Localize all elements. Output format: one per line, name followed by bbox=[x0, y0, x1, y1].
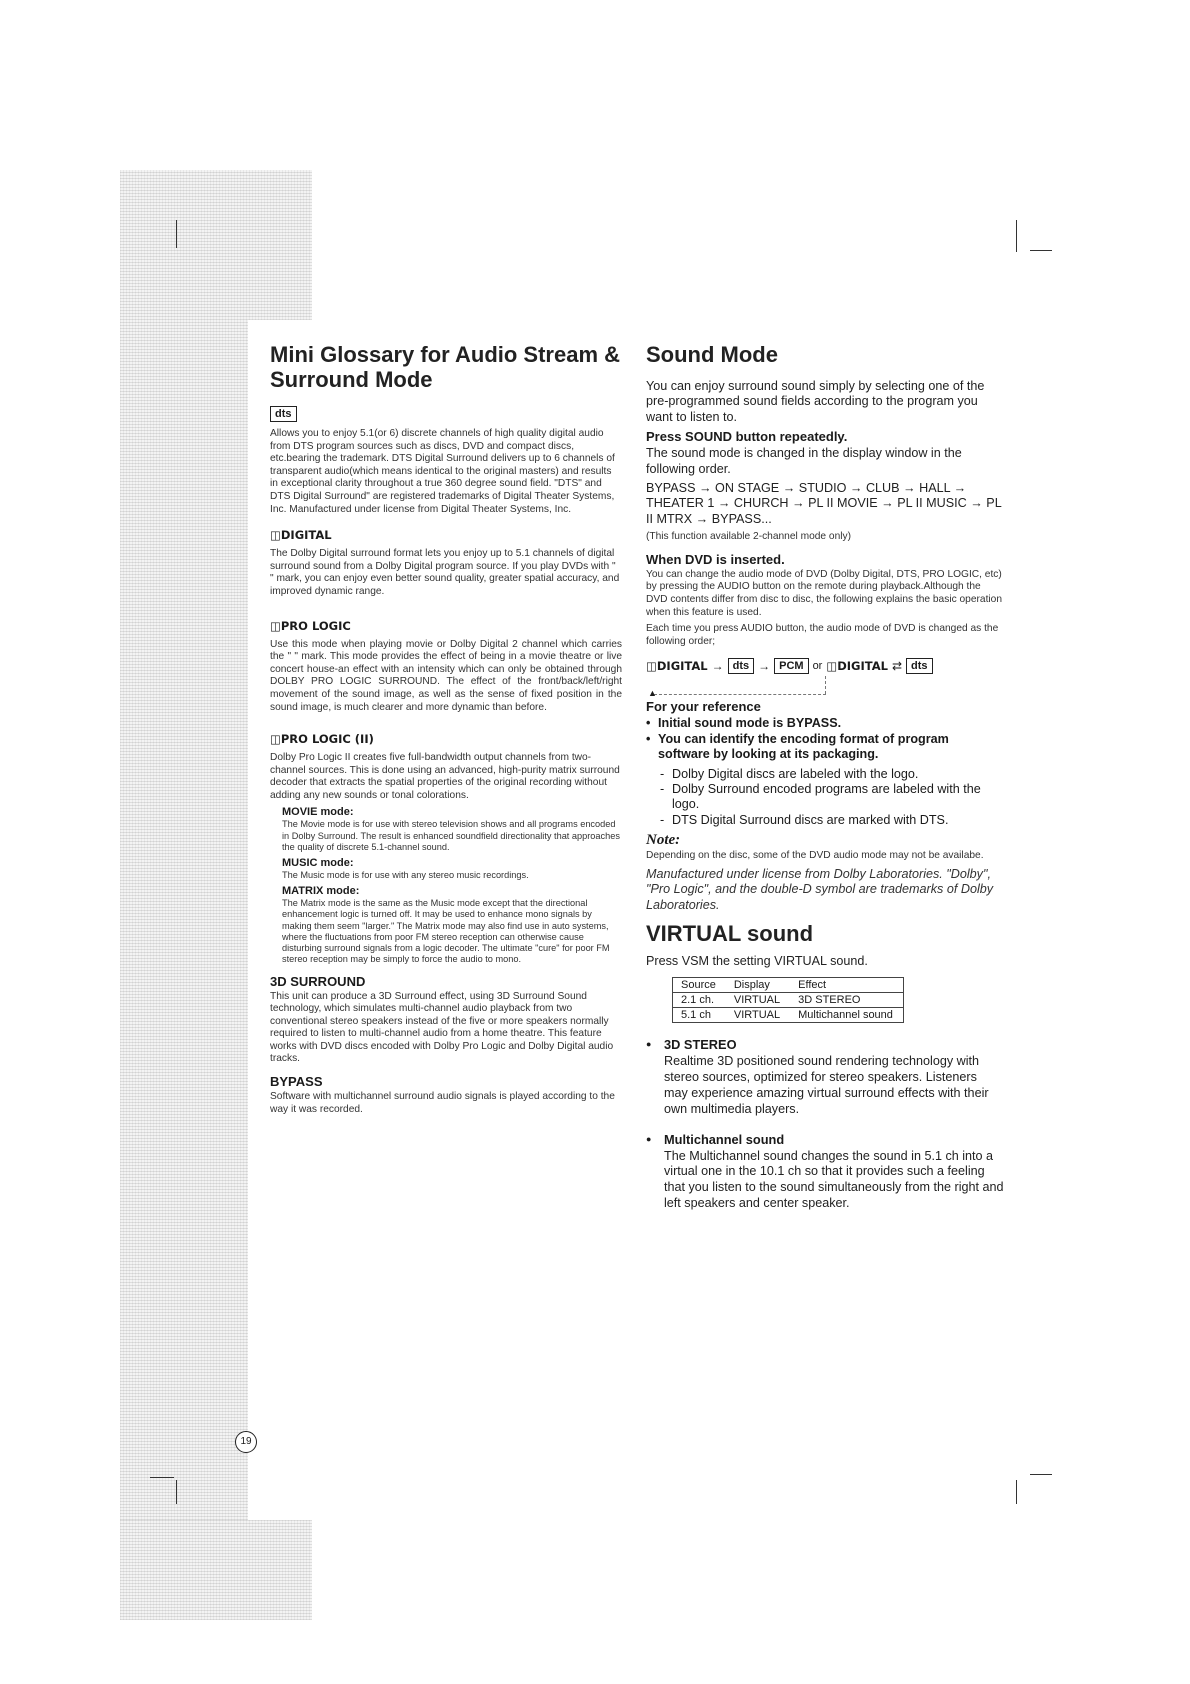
order-intro: The sound mode is changed in the display window in the following order. bbox=[646, 446, 962, 476]
arrow-right-icon: → bbox=[711, 659, 724, 674]
bidirectional-arrow-icon: ⇄ bbox=[891, 659, 903, 674]
dvd-each-press: Each time you press AUDIO button, the audio mode of DVD is changed as the following order; bbox=[646, 623, 999, 647]
stereo-3d-title: ● 3D STEREO bbox=[646, 1037, 1004, 1052]
registration-mark bbox=[1016, 220, 1017, 252]
virtual-sound-body: Press VSM the setting VIRTUAL sound. bbox=[646, 954, 868, 969]
decorative-stripe-top bbox=[120, 170, 312, 320]
table-cell: 3D STEREO bbox=[790, 993, 903, 1008]
dts-logo: dts bbox=[270, 406, 297, 422]
virtual-sound-table bbox=[672, 977, 904, 1023]
pro-logic-2-label: ◫PRO LOGIC (II) bbox=[270, 732, 374, 747]
music-mode-body: The Music mode is for use with any stereo music recordings. bbox=[282, 870, 529, 881]
registration-mark bbox=[150, 1477, 174, 1478]
dolby-dd-icon: ◫ bbox=[826, 659, 838, 674]
list-item: • Initial sound mode is BYPASS. bbox=[646, 716, 1004, 731]
page-number: 19 bbox=[235, 1431, 257, 1453]
table-cell: VIRTUAL bbox=[726, 1008, 790, 1023]
sequence-loop-line bbox=[654, 676, 826, 695]
pro-logic-body: Use this mode when playing movie or Dolby Digital 2 channel which carries the " " mark. This mode provides the effect of being in a movie theatre or live concert house-an effect with an intensity which can only be obtained through DOLBY PRO LOGIC SURROUND. The effect of the front/back/left/right movement of the sound image, as well as the sense of fixed position in the sound image, is much clearer and more dynamic than before. bbox=[270, 638, 622, 713]
note-title: Note: bbox=[646, 832, 681, 849]
table-cell: 5.1 ch bbox=[673, 1008, 726, 1023]
decorative-stripe-side bbox=[120, 320, 248, 1520]
sound-mode-title: Sound Mode bbox=[646, 342, 778, 367]
dts-body: Allows you to enjoy 5.1(or 6) discrete channels of high quality digital audio from DTS program sources such as discs, DVD and compact discs, etc.bearing the trademark. DTS Digital Surround delivers up to 6 channels of transparent audio(which means identical to the original masters) and results in exceptional clarity throughout a true 360 degree sound field. "DTS" and DTS Digital Surround" are registered trademarks of Digital Theater Systems, Inc. Manufactured under license from Digital Theater Systems, Inc. bbox=[270, 428, 615, 515]
table-header-cell: Display bbox=[726, 978, 790, 993]
dvd-inserted-body: You can change the audio mode of DVD (Dolby Digital, DTS, PRO LOGIC, etc) by pressing the AUDIO button on the remote during playback.Although the DVD contents differ from disc to disc, the following explains the basic operation when this feature is used. bbox=[646, 568, 1002, 618]
table-cell: VIRTUAL bbox=[726, 993, 790, 1008]
sound-mode-intro: You can enjoy surround sound simply by selecting one of the pre-programmed sound fields according to the program you want to listen to. bbox=[646, 379, 985, 424]
list-item: - Dolby Digital discs are labeled with the logo. bbox=[646, 767, 1004, 782]
or-word: or bbox=[812, 660, 823, 673]
audio-mode-sequence bbox=[646, 658, 1004, 674]
note-body: Depending on the disc, some of the DVD audio mode may not be availabe. bbox=[646, 850, 984, 862]
matrix-mode-title: MATRIX mode: bbox=[282, 885, 360, 898]
table-cell: Multichannel sound bbox=[790, 1008, 903, 1023]
dolby-digital-label: ◫DIGITAL bbox=[270, 528, 332, 543]
bypass-title: BYPASS bbox=[270, 1074, 323, 1090]
order-sequence: BYPASS → ON STAGE → STUDIO → CLUB → HALL → THEATER 1 → CHURCH → PL II MOVIE → PL II MUSIC → PL II MTRX → BYPASS... bbox=[646, 481, 1002, 526]
registration-mark bbox=[176, 1480, 177, 1504]
registration-mark bbox=[1030, 1474, 1052, 1475]
dolby-dd-icon: ◫ bbox=[270, 528, 281, 543]
surround-3d-body: This unit can produce a 3D Surround effect, using 3D Surround Sound technology, which simulates multi-channel audio playback from two conventional stereo speakers instead of the five or more speakers normally required to listen to multi-channel audio from a home theatre. This feature works with DVD discs encoded with Dolby Pro Logic and Dolby Digital audio tracks. bbox=[270, 990, 614, 1065]
bypass-body: Software with multichannel surround audio signals is played according to the way it was recorded. bbox=[270, 1091, 615, 1115]
dolby-dd-icon: ◫ bbox=[646, 659, 657, 674]
surround-3d-title: 3D SURROUND bbox=[270, 973, 366, 989]
pro-logic-label: ◫PRO LOGIC bbox=[270, 618, 351, 633]
reference-title: For your reference bbox=[646, 699, 761, 715]
table-row bbox=[673, 993, 904, 1008]
sound-mode-column bbox=[646, 342, 1004, 1216]
table-header-cell: Effect bbox=[790, 978, 903, 993]
dvd-inserted-title: When DVD is inserted. bbox=[646, 551, 785, 567]
dolby-dd-icon: ◫ bbox=[270, 732, 281, 747]
list-item: - Dolby Surround encoded programs are labeled with the logo. bbox=[646, 782, 1004, 813]
dolby-digital-mark: ◫DIGITAL bbox=[826, 659, 888, 674]
virtual-sound-title: VIRTUAL sound bbox=[646, 921, 814, 947]
glossary-column bbox=[270, 342, 622, 1120]
license-text: Manufactured under license from Dolby Laboratories. "Dolby", "Pro Logic", and the double-D symbol are trademarks of Dolby Laboratories. bbox=[646, 866, 994, 912]
dolby-digital-body: The Dolby Digital surround format lets you enjoy up to 5.1 channels of digital surround sound from a Dolby Digital program source. If you play DVDs with " " mark, you can enjoy even better sound quality, greater spatial accuracy, and improved dynamic range. bbox=[270, 548, 620, 597]
dolby-digital-mark: ◫DIGITAL bbox=[646, 659, 708, 674]
table-row bbox=[673, 1008, 904, 1023]
matrix-mode-body: The Matrix mode is the same as the Music mode except that the directional enhancement logic is turned off. It may be used to enhance mono signals by making them seem "larger." The Matrix mode may also find use in auto systems, where the fluctuations from poor FM stereo reception can otherwise cause disturbing surround signals from a logic decoder. The ultimate "cure" for poor FM stereo reception may be simply to force the audio to mono. bbox=[282, 898, 610, 965]
list-item: - DTS Digital Surround discs are marked with DTS. bbox=[646, 813, 1004, 828]
movie-mode-title: MOVIE mode: bbox=[282, 806, 354, 819]
pcm-badge: PCM bbox=[774, 658, 808, 674]
dts-badge: dts bbox=[906, 658, 933, 674]
dolby-dd-icon: ◫ bbox=[270, 618, 281, 633]
music-mode-title: MUSIC mode: bbox=[282, 857, 354, 870]
decorative-stripe-foot bbox=[120, 1520, 312, 1620]
registration-mark bbox=[1030, 250, 1052, 251]
pro-logic-2-body: Dolby Pro Logic II creates five full-bandwidth output channels from two-channel sources. This is done using an advanced, high-purity matrix surround decoder that extracts the spatial properties of the original recording without adding any new sounds or tonal colorations. bbox=[270, 752, 620, 801]
movie-mode-body: The Movie mode is for use with stereo television shows and all programs encoded in Dolby Surround. The result is enhanced soundfield directionality that approaches the quality of discrete 5.1-channel sound. bbox=[282, 819, 620, 852]
arrow-right-icon: → bbox=[758, 659, 771, 674]
registration-mark bbox=[176, 220, 177, 248]
reference-sub-list bbox=[646, 767, 1004, 829]
order-note: (This function available 2-channel mode only) bbox=[646, 531, 851, 543]
glossary-title: Mini Glossary for Audio Stream & Surround Mode bbox=[270, 342, 621, 392]
table-header-cell: Source bbox=[673, 978, 726, 993]
table-cell: 2.1 ch. bbox=[673, 993, 726, 1008]
table-row bbox=[673, 978, 904, 993]
dts-badge: dts bbox=[728, 658, 755, 674]
multichannel-body: The Multichannel sound changes the sound in 5.1 ch into a virtual one in the 10.1 ch so that it provides such a feeling that you listen to the sound simultaneously from the right and left speakers and center speaker. bbox=[664, 1148, 1004, 1211]
multichannel-title: ● Multichannel sound bbox=[646, 1132, 1004, 1147]
stereo-3d-body: Realtime 3D positioned sound rendering technology with stereo sources, optimized for stereo speakers. Listeners may experience amazing virtual surround effects with their own multimedia players. bbox=[664, 1054, 989, 1116]
registration-mark bbox=[1016, 1480, 1017, 1504]
reference-list bbox=[646, 716, 1004, 762]
list-item: • You can identify the encoding format of program software by looking at its packaging. bbox=[646, 732, 1004, 763]
press-sound-instruction: Press SOUND button repeatedly. bbox=[646, 429, 848, 445]
